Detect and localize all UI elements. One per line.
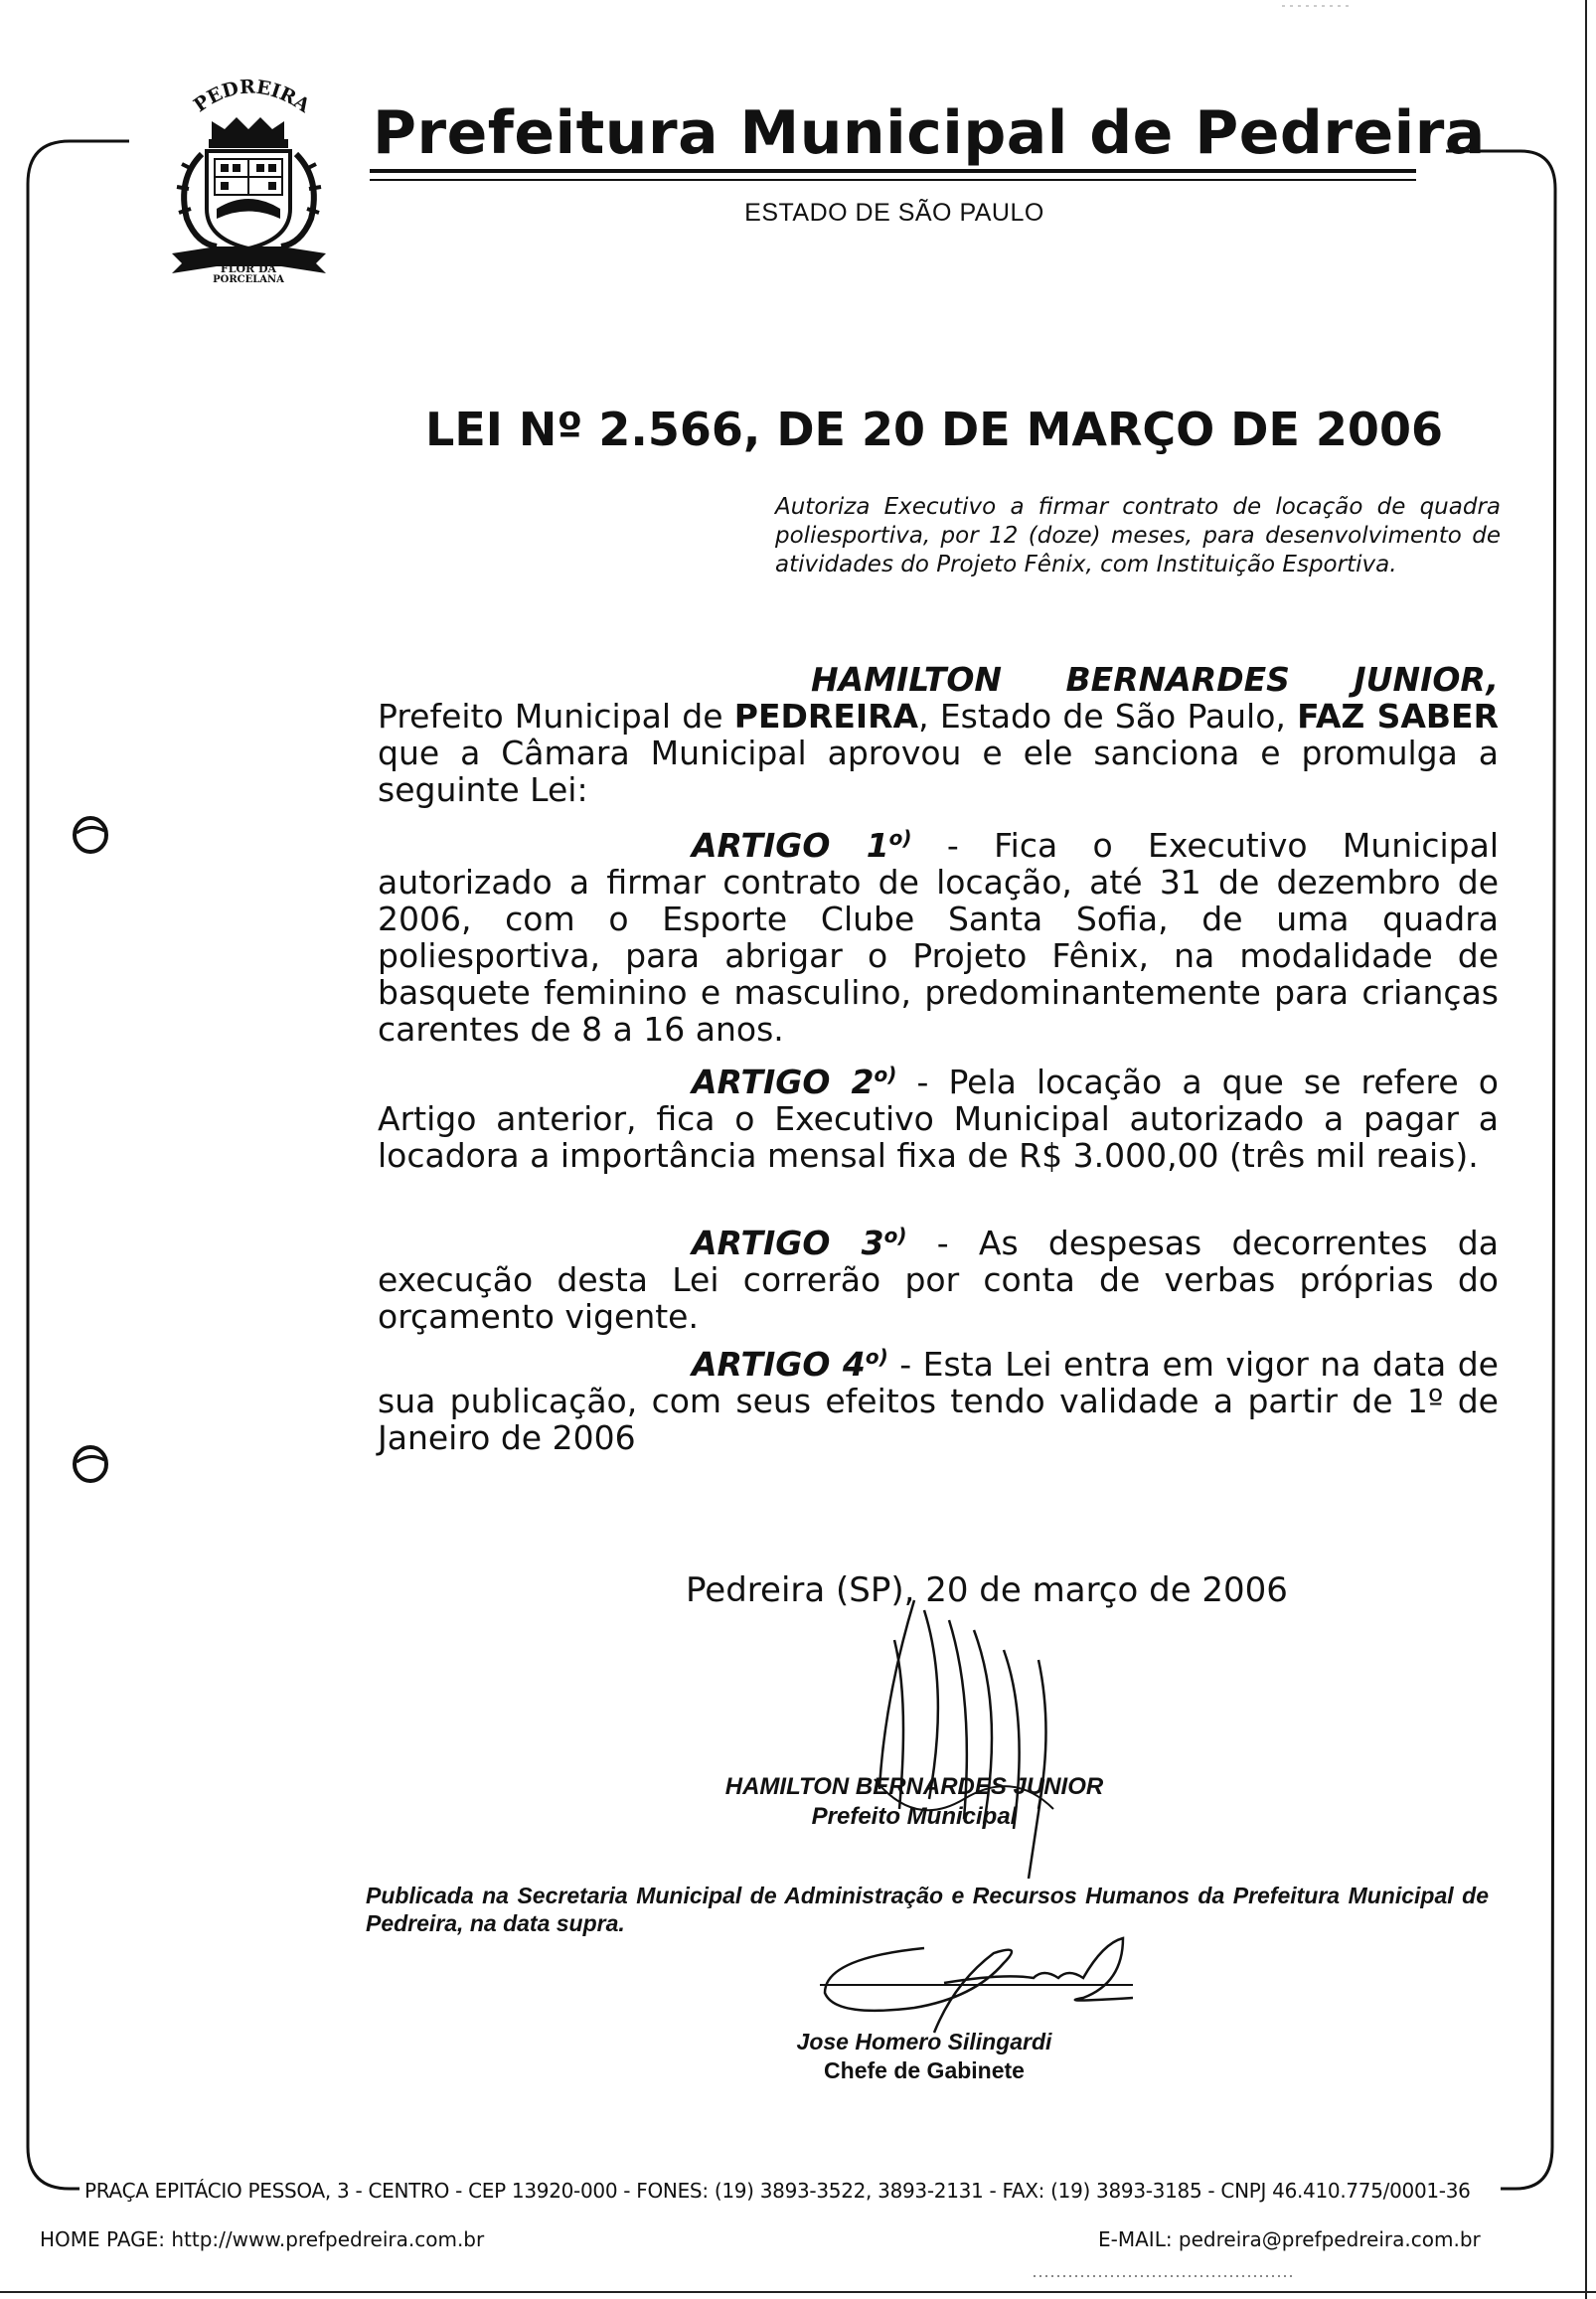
svg-text:FLOR DA: FLOR DA <box>220 262 277 275</box>
faz-saber: FAZ SABER <box>1297 697 1500 736</box>
date-line: Pedreira (SP), 20 de março de 2006 <box>686 1570 1288 1610</box>
footer-address: PRAÇA EPITÁCIO PESSOA, 3 - CENTRO - CEP 13920-000 - FONES: (19) 3893-3522, 3893-2131 - FAX: (19) 3893-3185 - CNPJ 46.410.775/0001-36 <box>84 2179 1471 2203</box>
law-title: LEI Nº 2.566, DE 20 DE MARÇO DE 2006 <box>425 403 1443 456</box>
chief-signature-block <box>696 2028 1153 2085</box>
article-2-text: - Pela locação a que se refere o Artigo anterior, fica o Executivo Municipal autorizado a pagar a locadora a importância mensal fixa de R$ 3.000,00 (três mil reais). <box>378 1063 1499 1175</box>
mayor-signature <box>855 1580 1083 1888</box>
city-name: PEDREIRA <box>733 697 919 736</box>
mayor-signer-role: Prefeito Municipal <box>811 1803 1018 1830</box>
page-title: Prefeitura Municipal de Pedreira <box>373 98 1486 168</box>
article-3-text: - As despesas decorrentes da execução desta Lei correrão por conta de verbas próprias do orçamento vigente. <box>378 1224 1499 1336</box>
footer-homepage: HOME PAGE: http://www.prefpedreira.com.br <box>40 2227 485 2251</box>
preamble-text-2: , Estado de São Paulo, <box>918 697 1298 736</box>
article-3-label: ARTIGO 3$^{o)}$ <box>692 1224 907 1262</box>
article-4-label: ARTIGO 4$^{o)}$ <box>692 1345 888 1384</box>
footer-email: E-MAIL: pedreira@prefpedreira.com.br <box>1098 2227 1481 2251</box>
municipal-coat-of-arms <box>157 70 336 283</box>
mayor-signer-name: HAMILTON BERNARDES JUNIOR <box>724 1773 1104 1800</box>
article-2 <box>378 1057 1499 1174</box>
law-summary: Autoriza Executivo a firmar contrato de locação de quadra poliesportiva, por 12 (doze) meses, para desenvolvimento de atividades do Projeto Fênix, com Instituição Esportiva. <box>775 494 1501 577</box>
chief-signer-role: Chefe de Gabinete <box>824 2057 1025 2083</box>
punch-hole-mark <box>72 815 109 855</box>
preamble <box>378 661 1499 808</box>
publication-note: Publicada na Secretaria Municipal de Administração e Recursos Humanos da Prefeitura Municipal de Pedreira, na data supra. <box>366 1883 1489 1936</box>
article-4-text: - Esta Lei entra em vigor na data de sua publicação, com seus efeitos tendo validade a partir de 1º de Janeiro de 2006 <box>378 1345 1499 1457</box>
chief-signer-name: Jose Homero Silingardi <box>796 2029 1052 2054</box>
preamble-text-3: que a Câmara Municipal aprovou e ele sanciona e promulga a seguinte Lei: <box>378 734 1499 809</box>
mayor-signature-block <box>616 1772 1212 1832</box>
article-1-label: ARTIGO 1$^{o)}$ <box>692 826 912 865</box>
article-1-text: - Fica o Executivo Municipal autorizado a firmar contrato de locação, até 31 de dezembro de 2006, com o Esporte Clube Santa Sofia, de uma quadra poliesportiva, para abrigar o Projeto Fênix, na modalidade de basquete feminino e masculino, predominantemente para crianças carentes de 8 a 16 anos. <box>378 826 1499 1049</box>
article-2-label: ARTIGO 2$^{o)}$ <box>692 1063 897 1101</box>
mayor-name: HAMILTON BERNARDES JUNIOR, <box>811 660 1499 699</box>
chief-signature <box>805 1923 1143 2043</box>
article-3 <box>378 1218 1499 1335</box>
svg-text:PEDREIRA: PEDREIRA <box>189 76 314 117</box>
article-4 <box>378 1339 1499 1456</box>
preamble-text-1: Prefeito Municipal de <box>378 697 734 736</box>
article-1 <box>378 820 1499 1048</box>
state-subtitle: ESTADO DE SÃO PAULO <box>744 199 1044 227</box>
svg-text:PORCELANA: PORCELANA <box>213 274 284 283</box>
punch-hole-mark <box>72 1444 109 1484</box>
